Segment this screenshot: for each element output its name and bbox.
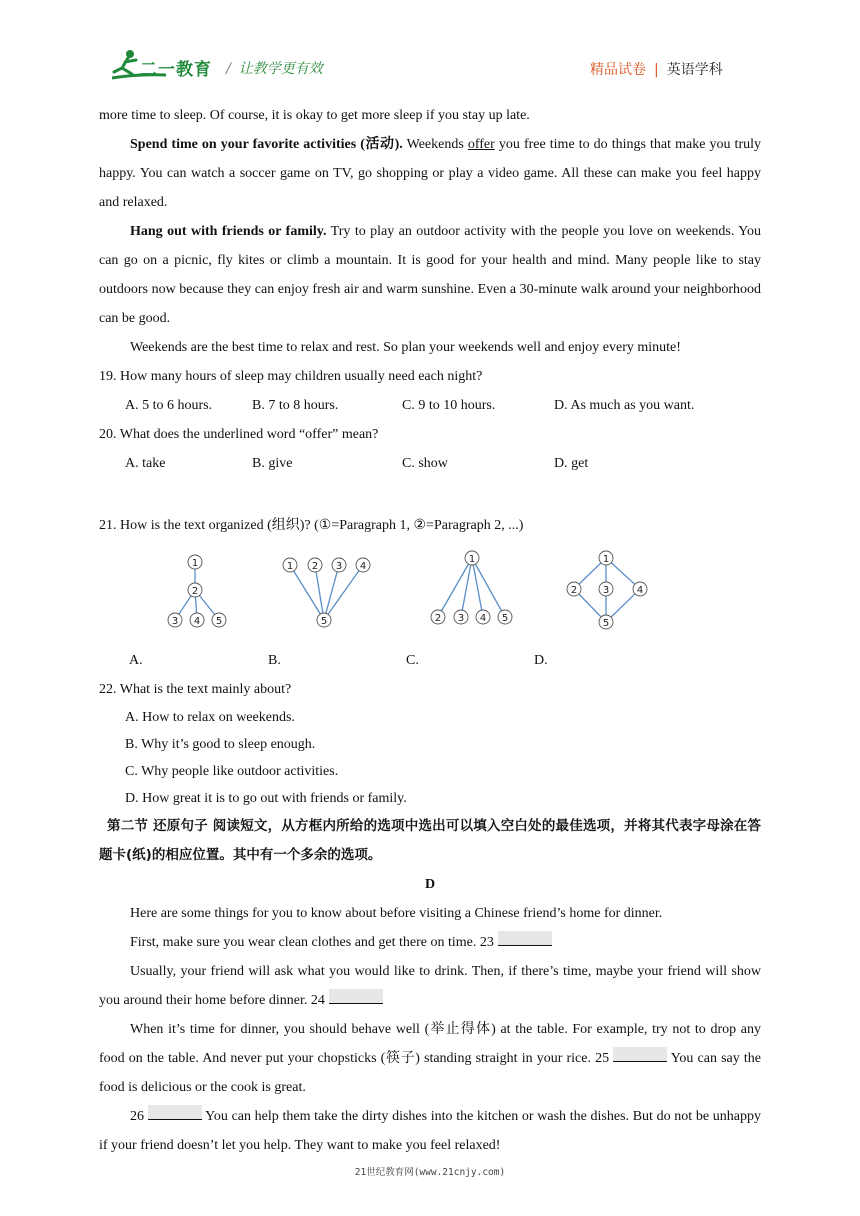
answer-blank-26[interactable] — [148, 1105, 202, 1120]
diagram-b-edge — [324, 565, 339, 620]
question-22-option-b: B. Why it’s good to sleep enough. — [125, 737, 316, 752]
page-footer: 21世纪教育网(www.21cnjy.com) — [354, 1167, 506, 1178]
diagram-a-node: 5 — [215, 616, 223, 627]
logo-text: 二一教育 — [140, 60, 212, 80]
diagram-b-node: 3 — [335, 561, 343, 572]
question-19: 19. How many hours of sleep may children usually need each night? — [99, 369, 483, 384]
diagram-c-node: 2 — [434, 613, 442, 624]
diagram-b-node: 2 — [311, 561, 319, 572]
answer-blank-23[interactable] — [498, 931, 552, 946]
diagram-c-node: 4 — [479, 613, 487, 624]
diagram-d-node: 2 — [570, 585, 578, 596]
passage-paragraph: Weekends are the best time to relax and rest. So plan your weekends well and enjoy every minute! — [130, 340, 681, 355]
diagram-b-edge — [324, 565, 363, 620]
diagram-b-node: 5 — [320, 616, 328, 627]
section-2-sentence: When it’s time for dinner, you should behave well (举止得体) at the table. For example, try not to drop any food on the table. And never put your chopsticks (筷子) standing straight in your rice. 25 You can say the food is delicious or the cook is great. — [99, 1022, 761, 1095]
structure-diagrams — [99, 548, 761, 646]
passage-line: more time to sleep. Of course, it is okay to get more sleep if you stay up late. — [99, 108, 530, 123]
question-22-option-c: C. Why people like outdoor activities. — [125, 764, 339, 779]
question-22-option-d: D. How great it is to go out with friends or family. — [125, 791, 407, 806]
question-20: 20. What does the underlined word “offer” mean? — [99, 427, 379, 442]
diagram-a-node: 4 — [193, 616, 201, 627]
page-content — [99, 101, 761, 1160]
section-2-label: D — [424, 877, 436, 892]
diagram-a-node: 1 — [191, 558, 199, 569]
diagram-d-node: 3 — [602, 585, 610, 596]
question-21: 21. How is the text organized (组织)? (①=Paragraph 1, ②=Paragraph 2, ...) — [99, 518, 524, 533]
underlined-word: offer — [467, 137, 495, 152]
passage-paragraph: Hang out with friends or family. Try to play an outdoor activity with the people you love on weekends. You can go on a picnic, fly kites or climb a mountain. It is good for your health and mind. Many people like to stay outdoors now because they can enjoy fresh air and warm sunshine. Even a 30-minute walk around your neighborhood can be good. — [99, 224, 761, 326]
slogan: / 让教学更有效 — [226, 61, 323, 77]
diagram-a-node: 3 — [171, 616, 179, 627]
section-2-title: 第二节 还原句子 阅读短文，从方框内所给的选项中选出可以填入空白处的最佳选项，并将其代表字母涂在答题卡(纸)的相应位置。其中有一个多余的选项。 — [99, 818, 761, 863]
section-2-sentence: 26 You can help them take the dirty dishes into the kitchen or wash the dishes. But do not be unhappy if your friend doesn’t let you help. They want to make you feel relaxed! — [99, 1102, 761, 1160]
diagram-c-node: 5 — [501, 613, 509, 624]
answer-blank-24[interactable] — [329, 989, 383, 1004]
diagram-a-node: 2 — [191, 586, 199, 597]
diagram-d-node: 5 — [602, 618, 610, 629]
diagram-d-node: 1 — [602, 554, 610, 565]
question-22: 22. What is the text mainly about? — [99, 682, 292, 697]
diagram-b-node: 4 — [359, 561, 367, 572]
structure-diagrams-svg — [99, 548, 761, 646]
diagram-c-node: 1 — [468, 554, 476, 565]
section-2-sentence: First, make sure you wear clean clothes and get there on time. 23 — [99, 928, 761, 957]
diagram-c-node: 3 — [457, 613, 465, 624]
question-20-options: A. take B. give C. show D. get — [125, 456, 589, 471]
answer-blank-25[interactable] — [613, 1047, 667, 1062]
page-header — [0, 0, 860, 90]
header-subject: 精品试卷 | 英语学科 — [590, 62, 723, 78]
question-19-options: A. 5 to 6 hours. B. 7 to 8 hours. C. 9 to 10 hours. D. As much as you want. — [125, 398, 695, 413]
passage-paragraph: Spend time on your favorite activities (活动). Weekends offer you free time to do things that make you truly happy. You can watch a soccer game on TV, go shopping or play a video game. All these can make you feel happy and relaxed. — [99, 137, 762, 210]
section-2-sentence: Here are some things for you to know about before visiting a Chinese friend’s home for dinner. — [130, 906, 663, 921]
question-21-options: A. B. C. D. — [129, 653, 548, 668]
diagram-d-node: 4 — [636, 585, 644, 596]
section-2-sentence: Usually, your friend will ask what you would like to drink. Then, if there’s time, maybe your friend will show you around their home before dinner. 24 — [99, 964, 761, 1008]
question-22-option-a: A. How to relax on weekends. — [125, 710, 295, 725]
diagram-b-node: 1 — [286, 561, 294, 572]
